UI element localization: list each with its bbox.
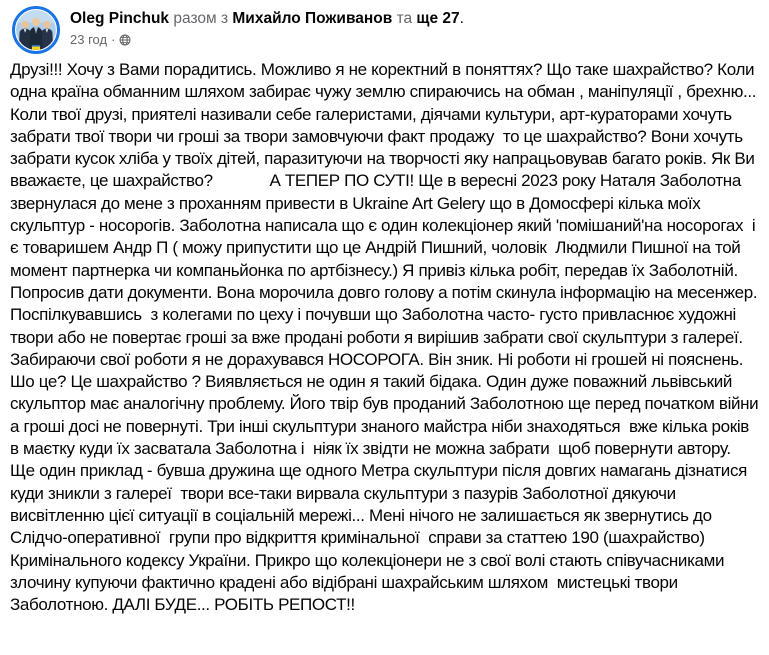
post-byline [70,9,464,29]
timestamp[interactable]: 23 год [70,32,108,47]
tagged-user-link[interactable]: Михайло Поживанов [232,10,393,27]
avatar[interactable] [12,6,60,54]
post-header-text [70,6,464,48]
post-text: Друзі!!! Хочу з Вами порадитись. Можливо я не коректний в поняттях? Що таке шахрайство? Коли одна країна обманним шляхом забирає чужу землю спираючись на обман , маніпуляції , брехню... Коли твої друзі, приятелі називали себе галеристами, діячами культури, арт-кураторами хочуть забрати твої твори чи гроші за твори замовчуючи факт продажу то це шахрайство? Вони хочуть забрати кусок хліба у твоїх дітей, паразитуючи на творчості яку напрацьовував багато років. Як Ви вважаєте, це шахрайство? А ТЕПЕР ПО СУТІ! Ще в вересні 2023 року Наталя Заболотна звернулася до мене з проханням привести в Ukraine Art Gelery що в Домосфері кілька моїх скульптур - носорогів. Заболотна написала що є один колекціонер який 'помішаний'на носорогах і є товаришем Андр П ( можу припустити що це Андрій Пишний, чоловік Людмили Пишної на той момент партнерка чи компаньйонка по артбізнесу.) Я привіз кілька робіт, передав їх Заболотній. Попросив дати документи. Вона морочила довго голову а потім скинула інформацію на месенжер. Поспілкувавшись з колегами по цеху і почувши що Заболотна часто- густо привласнює художні твори або не повертає гроші за вже продані роботи я вирішив забрати свої скульптури з галереї. Забираючи свої роботи я не дорахувався НОСОРОГА. Він зник. Ні роботи ні грошей ні пояснень. Шо це? Це шахрайство ? Виявляється не один я такий бідака. Один дуже поважний львівський скульптор має аналогічну проблему. Його твір був проданий Заболотною ще перед початком війни а гроші досі не повернуті. Три інші скульптури знаного майстра ніби знаходяться вже кілька років в маєтку куди їх засватала Заболотна і ніяк їх звідти не можна забрати щоб повернути автору. Ще один приклад - бувша дружина ще одного Метра скульптури після довгих намагань дізнатися куди зникли з галереї твори все-таки вирвала скульптури з пазурів Заболотної дякуючи висвітленню цієї ситуації в соціальній мережі... Мені нічого не залишається як звернутись до Слідчо-оперативної групи про відкриття кримінальної справи за статтею 190 (шахрайство) Кримінального кодексу України. Прикро що колекціонери не з свої волі стають співучасниками злочину купуючи фактично крадені або відібрані шахрайським шляхом мистецькі твори Заболотною. ДАЛІ БУДЕ... РОБІТЬ РЕПОСТ!! [10,60,766,615]
byline-period: . [459,10,464,27]
post-header [0,0,769,54]
globe-public-icon [119,34,131,46]
byline-connector: разом з [173,10,229,27]
avatar-photo-three-men [16,10,56,50]
author-name-link[interactable]: Oleg Pinchuk [70,10,170,27]
byline-and-word: та [396,10,413,27]
meta-separator: · [111,32,116,47]
others-count-link[interactable]: ще 27 [416,10,460,27]
post-meta [70,31,464,48]
